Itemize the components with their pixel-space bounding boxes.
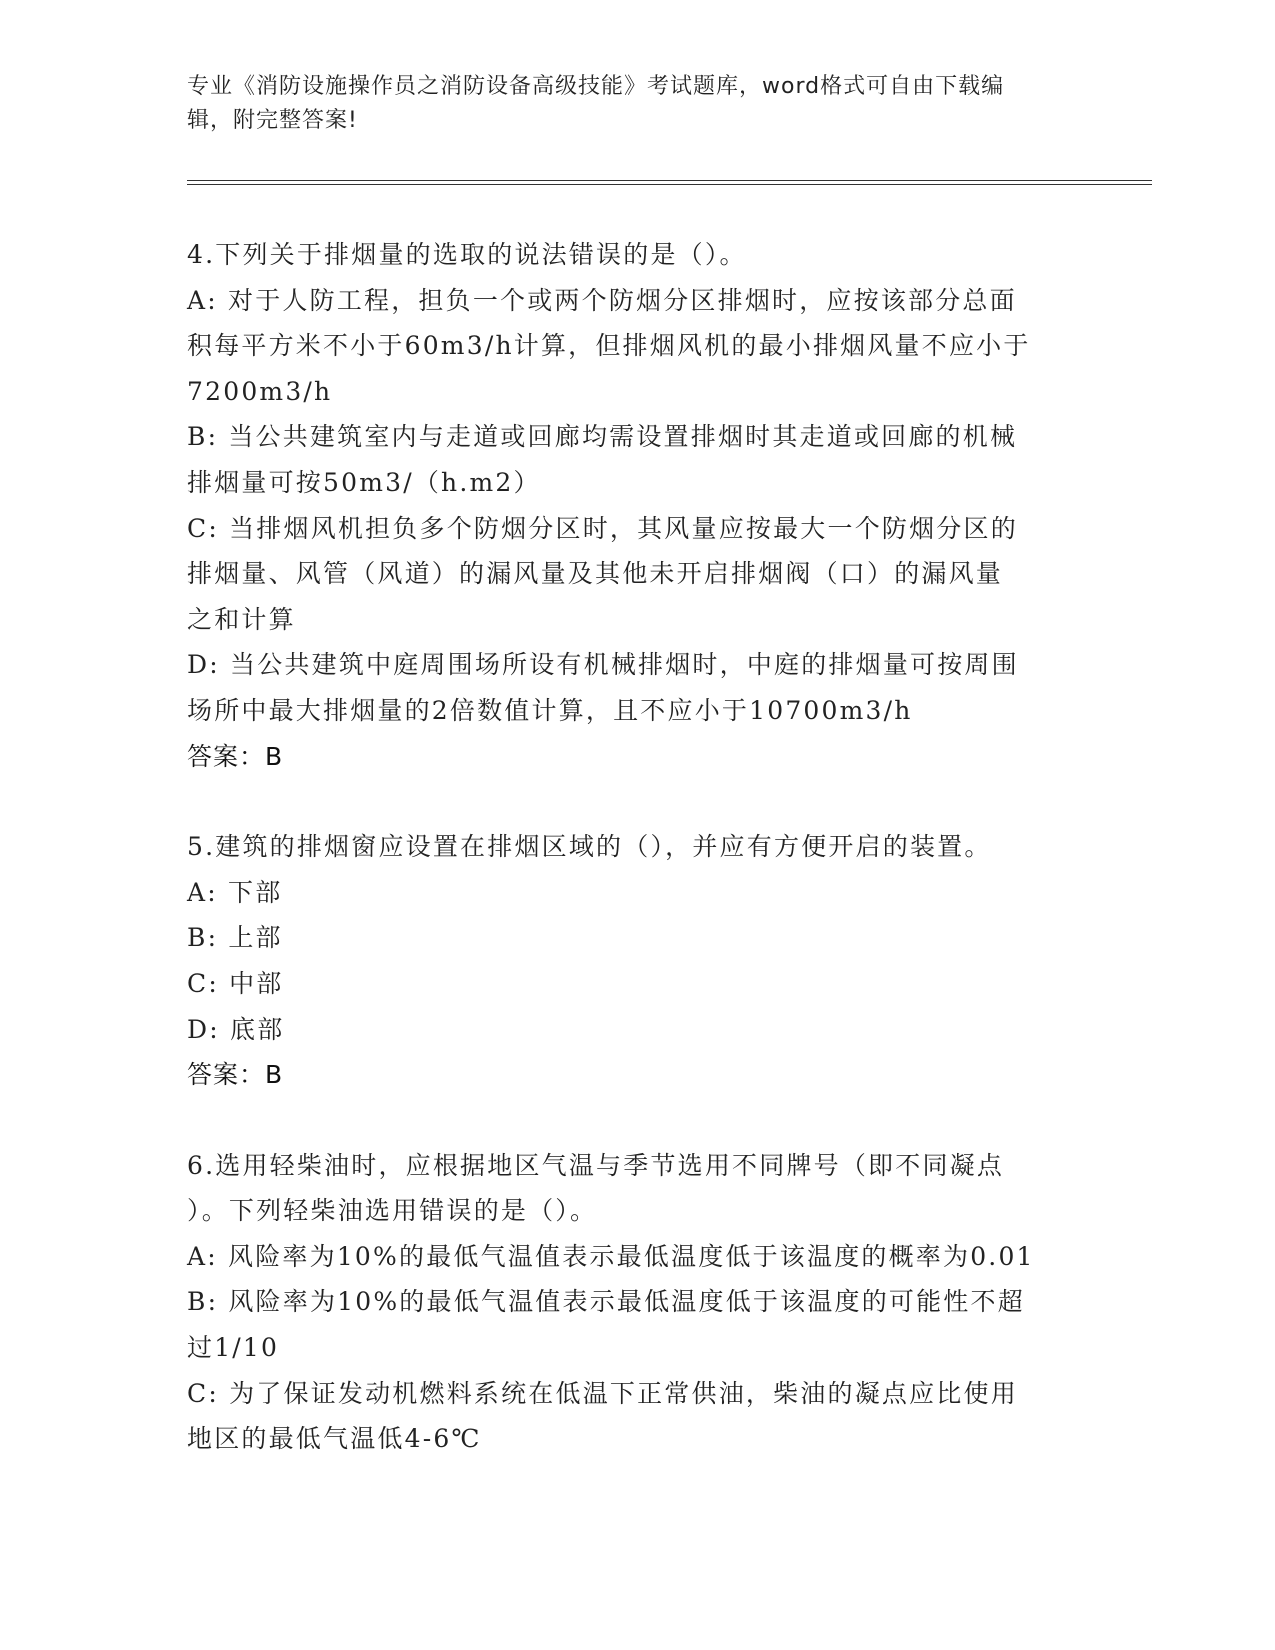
header-divider-bottom bbox=[187, 184, 1152, 185]
question-4-option-a: A: 对于人防工程，担负一个或两个防烟分区排烟时，应按该部分总面 积每平方米不小于60m3/h计算，但排烟风机的最小排烟风量不应小于 7200m3/h bbox=[187, 285, 1031, 406]
header-line-2: 辑，附完整答案! bbox=[187, 108, 358, 133]
header-note bbox=[187, 70, 1067, 138]
question-6-option-a: A: 风险率为10%的最低气温值表示最低温度低于该温度的概率为0.01 bbox=[187, 1241, 1035, 1271]
spacer bbox=[187, 1098, 1087, 1143]
question-6-option-c: C: 为了保证发动机燃料系统在低温下正常供油，柴油的凝点应比使用 地区的最低气温低4-6℃ bbox=[187, 1378, 1018, 1454]
question-5-option-d: D: 底部 bbox=[187, 1014, 285, 1044]
question-5-answer: 答案：B bbox=[187, 1060, 284, 1090]
question-5-option-a: A: 下部 bbox=[187, 877, 283, 907]
question-6 bbox=[187, 1143, 1087, 1462]
header-divider-top bbox=[187, 180, 1152, 181]
question-4-stem: 4.下列关于排烟量的选取的说法错误的是（）。 bbox=[187, 240, 747, 269]
question-4-answer: 答案：B bbox=[187, 741, 284, 771]
question-5 bbox=[187, 824, 1087, 1098]
question-5-option-c: C: 中部 bbox=[187, 968, 284, 998]
question-5-option-b: B: 上部 bbox=[187, 923, 283, 953]
question-4-option-b: B: 当公共建筑室内与走道或回廊均需设置排烟时其走道或回廊的机械 排烟量可按50m3/（h.m2） bbox=[187, 422, 1018, 497]
question-6-option-b: B: 风险率为10%的最低气温值表示最低温度低于该温度的可能性不超 过1/10 bbox=[187, 1287, 1025, 1363]
question-4-option-c: C: 当排烟风机担负多个防烟分区时，其风量应按最大一个防烟分区的 排烟量、风管（风道）的漏风量及其他未开启排烟阀（口）的漏风量 之和计算 bbox=[187, 513, 1018, 634]
question-6-stem: 6.选用轻柴油时，应根据地区气温与季节选用不同牌号（即不同凝点 ）。下列轻柴油选用错误的是（）。 bbox=[187, 1150, 1005, 1226]
header-line-1: 专业《消防设施操作员之消防设备高级技能》考试题库，word格式可自由下载编 bbox=[187, 74, 1005, 99]
question-4-option-d: D: 当公共建筑中庭周围场所设有机械排烟时，中庭的排烟量可按周围 场所中最大排烟量的2倍数值计算，且不应小于10700m3/h bbox=[187, 650, 1019, 725]
question-5-stem: 5.建筑的排烟窗应设置在排烟区域的（），并应有方便开启的装置。 bbox=[187, 832, 992, 862]
spacer bbox=[187, 779, 1087, 824]
question-4 bbox=[187, 232, 1087, 779]
question-list bbox=[187, 232, 1087, 1462]
